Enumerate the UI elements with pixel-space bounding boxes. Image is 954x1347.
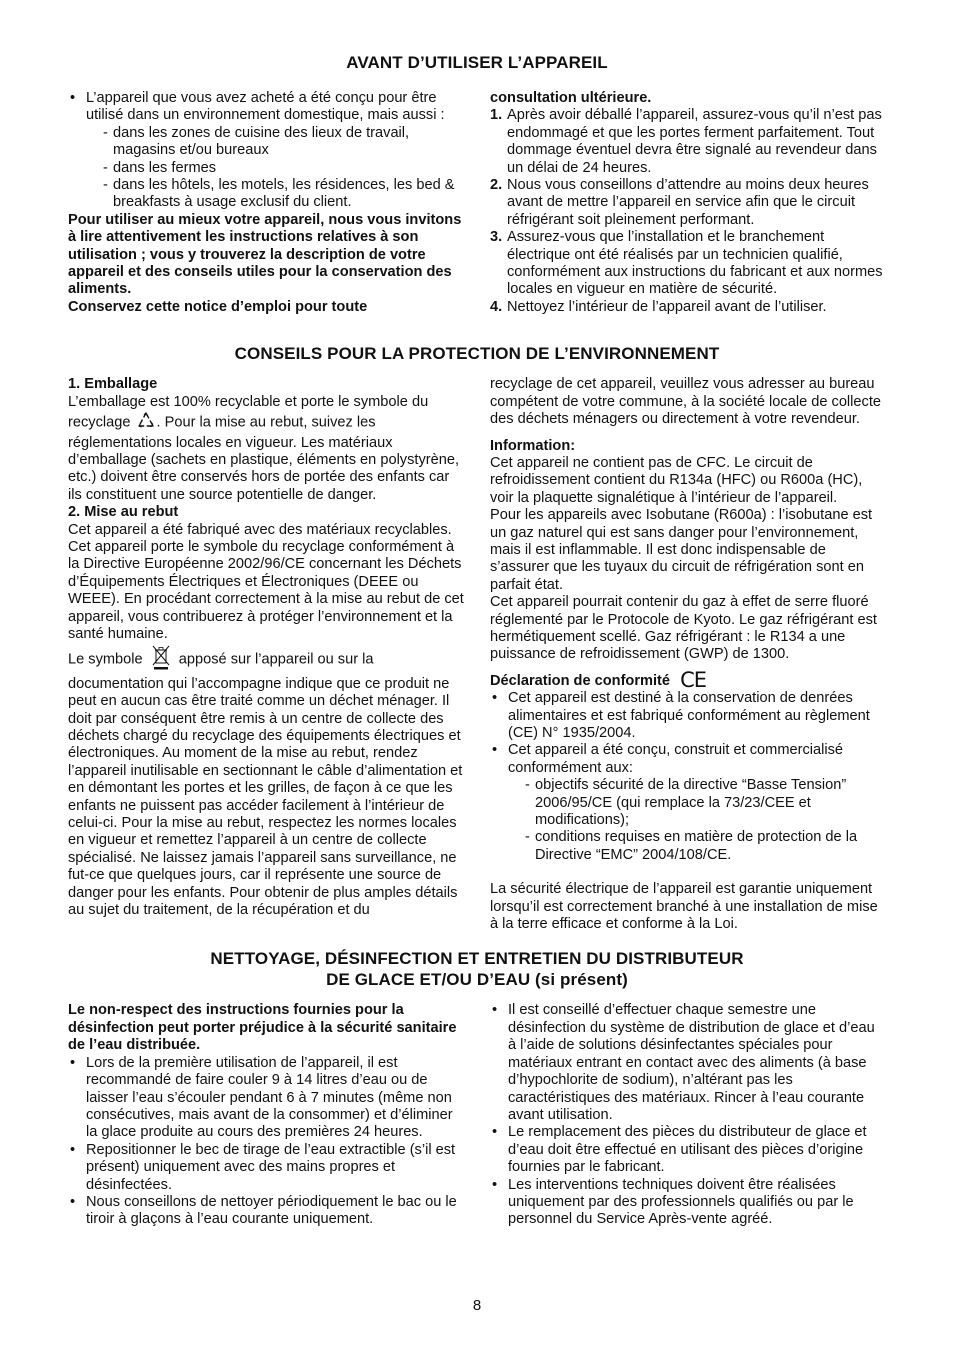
information-heading: Information:: [490, 437, 576, 454]
item-number: 3.: [490, 229, 503, 246]
packaging-text-a: L’emballage est 100% recyclable et porte le symbole du recyclage: [68, 393, 429, 431]
cleaning-bullet: • Le remplacement des pièces du distributeur de glace et d’eau doit être effectué en utilisant des pièces d’origine fournies par le fabricant.: [490, 1124, 886, 1176]
page-number: 8: [472, 1297, 482, 1314]
avant-dash-item: - dans les hôtels, les motels, les résidences, les bed & breakfasts à usage exclusif du client.: [103, 177, 464, 212]
cleaning-bullet: • Lors de la première utilisation de l’appareil, il est recommandé de faire couler 9 à 14 litres d’eau ou de laisser l’eau s’écouler pendant 6 à 7 minutes (même non consécutives, mais avant de la consommer) et d’éliminer la glace produite au cours des premières 24 heures.: [68, 1055, 464, 1142]
weee-paragraph: [68, 644, 464, 919]
crossed-bin-icon: [151, 644, 171, 675]
section-title-avant: AVANT D’UTILISER L’APPAREIL: [346, 53, 608, 72]
avant-dash-item: - dans les zones de cuisine des lieux de travail, magasins et/ou bureaux: [103, 125, 464, 160]
information-paragraph: Cet appareil ne contient pas de CFC. Le circuit de refroidissement contient du R134a (HFC) ou R600a (HC), voir la plaquette signalétique à l’intérieur de l’appareil.: [490, 454, 863, 506]
cleaning-bullet: • Les interventions techniques doivent être réalisées uniquement par des professionnels qualifiés ou par le personnel du Service Après-vente agréé.: [490, 1177, 886, 1229]
packaging-paragraph: [68, 394, 464, 504]
item-text: Nettoyez l’intérieur de l’appareil avant de l’utiliser.: [507, 298, 827, 315]
section-environment: [68, 343, 886, 933]
conformity-bullet: • Cet appareil est destiné à la conservation de denrées alimentaires et est fabriqué conformément au règlement (CE) N° 1935/2004.: [490, 690, 886, 742]
item-text: Assurez-vous que l’installation et le branchement électrique ont été réalisés par un technicien qualifié, conformément aux instructions du fabricant et aux normes locales en vigueur en matière de sécurité.: [507, 229, 883, 298]
avant-bullet: [68, 90, 464, 212]
conformity-heading: [490, 667, 886, 692]
avant-left-column: [68, 90, 464, 316]
weee-text-a: Le symbole: [68, 651, 143, 668]
item-number: 1.: [490, 107, 503, 124]
cleaning-left-column: [68, 1002, 464, 1228]
section-title-cleaning-suffix: (si présent): [535, 970, 628, 990]
disposal-heading: 2. Mise au rebut: [68, 504, 179, 521]
item-text: Après avoir déballé l’appareil, assurez-vous qu’il n’est pas endommagé et que les portes ferment parfaitement. Tout dommage éventuel devra être signalé au revendeur dans un délai de 24 heures.: [507, 107, 882, 176]
item-number: 4.: [490, 298, 503, 315]
cleaning-warning: Le non-respect des instructions fournies pour la désinfection peut porter préjudice à la sécurité sanitaire de l’eau distribuée.: [68, 1002, 457, 1054]
section-title-cleaning: [68, 948, 886, 990]
avant-bold-paragraph: Pour utiliser au mieux votre appareil, nous vous invitons à lire attentivement les instructions relatives à son utilisation ; vous y trouverez la description de votre appareil et des conseils utiles pour la conservation des aliments.: [68, 211, 462, 298]
env-right-column: [490, 376, 886, 933]
cleaning-bullet: • Repositionner le bec de tirage de l’eau extractible (s’il est présent) uniquement avec des mains propres et désinfectées.: [68, 1142, 464, 1194]
conformity-bullet-text: Cet appareil a été conçu, construit et commercialisé conformément aux:: [508, 742, 844, 776]
conformity-dash-item: - conditions requises en matière de protection de la Directive “EMC” 2004/108/CE.: [525, 829, 886, 864]
kyoto-paragraph: Cet appareil pourrait contenir du gaz à effet de serre fluoré réglementé par le Protocole de Kyoto. Le gaz réfrigérant est hermétiquement scellé. Gaz réfrigérant : le R134 a une puissance de refroidissement (GWP) de 1300.: [490, 594, 877, 663]
packaging-heading: 1. Emballage: [68, 376, 158, 393]
section-title-environment: CONSEILS POUR LA PROTECTION DE L’ENVIRONNEMENT: [234, 344, 720, 364]
avant-numbered-item: [490, 177, 886, 229]
section-avant: [68, 52, 886, 316]
section-cleaning: [68, 948, 886, 1228]
section-title-cleaning-line1: NETTOYAGE, DÉSINFECTION ET ENTRETIEN DU DISTRIBUTEUR: [210, 949, 744, 969]
avant-right-column: [490, 90, 886, 316]
conformity-heading-text: Déclaration de conformité: [490, 672, 671, 689]
cleaning-bullet: • Il est conseillé d’effectuer chaque semestre une désinfection du système de distribution de glace et d’eau à l’aide de solutions désinfectantes spéciales pour matériaux entrant en contact avec des aliments (à base d’hypochlorite de sodium), n’altérant pas les caractéristiques des matériaux. Rincer à l’eau courante avant utilisation.: [490, 1002, 886, 1124]
avant-dash-item: - dans les fermes: [103, 160, 464, 177]
conformity-dash-item: - objectifs sécurité de la directive “Basse Tension” 2006/95/CE (qui remplace la 73/23/CEE et modifications);: [525, 777, 886, 829]
item-number: 2.: [490, 177, 503, 194]
cleaning-bullet: • Nous conseillons de nettoyer périodiquement le bac ou le tiroir à glaçons à l’eau courante uniquement.: [68, 1194, 464, 1229]
isobutane-paragraph: Pour les appareils avec Isobutane (R600a) : l’isobutane est un gaz naturel qui est sans danger pour l’environnement, mais il est inflammable. Il est donc indispensable de s’assurer que les tuyaux du circuit de réfrigération sont en parfait état.: [490, 507, 873, 593]
disposal-paragraph: Cet appareil a été fabriqué avec des matériaux recyclables. Cet appareil porte le symbole du recyclage conformément à la Directive Européenne 2002/96/CE concernant les Déchets d’Équipements Électriques et Électroniques (DEEE ou WEEE). En procédant correctement à la mise au rebut de cet appareil, vous contribuerez à protéger l’environnement et la santé humaine.: [68, 521, 464, 642]
packaging-text-b: . Pour la mise au rebut, suivez les réglementations locales en vigueur. Les matériaux d’emballage (sachets en plastique, éléments en polystyrène, etc.) doivent être conservés hors de portée des enfants car ils constituent une source potentielle de danger.: [68, 414, 460, 503]
recycling-continued: recyclage de cet appareil, veuillez vous adresser au bureau compétent de votre commune, à la société locale de collecte des déchets ménagers ou directement à votre revendeur.: [490, 376, 882, 428]
avant-numbered-item: [490, 299, 886, 316]
ce-mark-icon: CE: [680, 667, 707, 692]
item-text: Nous vous conseillons d’attendre au moins deux heures avant de mettre l’appareil en service afin que le circuit réfrigérant soit pleinement performant.: [507, 177, 869, 228]
document-page: [68, 52, 886, 1229]
avant-bullet-text: L’appareil que vous avez acheté a été conçu pour être utilisé dans un environnement domestique, mais aussi :: [86, 90, 445, 124]
env-left-column: [68, 376, 464, 933]
avant-bold-continued: consultation ultérieure.: [490, 90, 652, 106]
avant-bold-paragraph-keep: Conservez cette notice d’emploi pour toute: [68, 298, 368, 315]
avant-numbered-item: [490, 229, 886, 299]
cleaning-right-column: [490, 1002, 886, 1228]
conformity-bullet: [490, 742, 886, 864]
section-title-cleaning-line2: DE GLACE ET/OU D’EAU: [326, 970, 531, 990]
recycle-icon: [135, 411, 157, 434]
weee-text-b: apposé sur l’appareil ou sur la documentation qui l’accompagne indique que ce produit ne peut en aucun cas être traité comme un déchet ménager. Il doit par conséquent être remis à un centre de collecte des déchets chargé du recyclage des équipements électriques et électroniques. Au moment de la mise au rebut, rendez l’appareil inutilisable en sectionnant le câble d’alimentation et en démontant les portes et les grilles, de façon à ce que les enfants ne puissent pas accéder facilement à l’intérieur de celui-ci. Pour la mise au rebut, respectez les normes locales en vigueur et remettez l’appareil à un centre de collecte spécialisé. Ne laissez jamais l’appareil sans surveillance, ne fut-ce que quelques jours, car il représente une source de danger pour les enfants. Pour obtenir de plus amples détails au sujet du traitement, de la récupération et du: [68, 651, 463, 919]
electrical-safety-paragraph: La sécurité électrique de l’appareil est garantie uniquement lorsqu’il est correctement branché à une installation de mise à la terre efficace et conforme à la Loi.: [490, 881, 878, 933]
avant-numbered-item: [490, 107, 886, 177]
